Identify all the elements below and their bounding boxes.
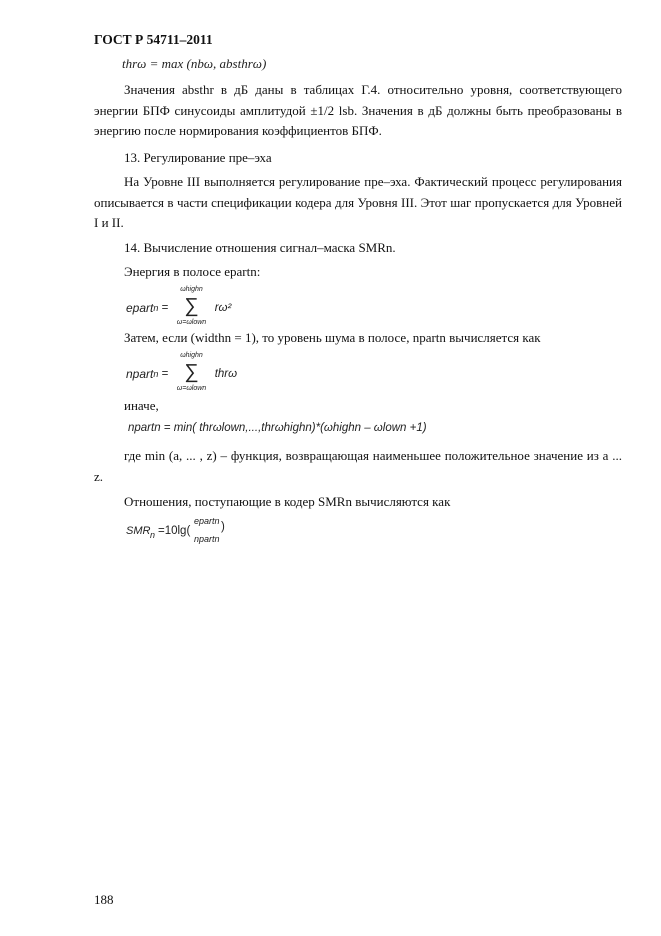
ratios-label (94, 492, 622, 513)
paragraph-absthr-text: Значения absthr в дБ даны в таблицах Г.4. относительно уровня, соответствующего энергии БПФ синусоиды амплитудой ±1/2 lsb. Значения в дБ должны быть преобразованы в энергию после нормирования коэффициентов БПФ. (94, 82, 622, 138)
else-label-text: иначе, (124, 398, 159, 413)
then-label-text: Затем, если (widthn = 1), то уровень шума в полосе, npartn вычисляется как (124, 330, 541, 345)
smr-close: ) (221, 521, 225, 533)
npart-lhs: npart (126, 367, 154, 381)
page-number: 188 (94, 892, 114, 907)
heading-14-text: 14. Вычисление отношения сигнал–маска SMRn. (124, 240, 396, 255)
sigma-icon: ∑ (184, 361, 199, 383)
npart-sum-bot: ω=ωlown (176, 385, 207, 392)
paragraph-absthr (94, 80, 622, 142)
epart-term: rω² (214, 302, 232, 314)
epart-sum-top: ωhighn (180, 286, 203, 293)
energy-label-text: Энергия в полосе epartn: (124, 264, 261, 279)
document-header: ГОСТ Р 54711–2011 (94, 32, 213, 47)
ratios-label-text: Отношения, поступающие в кодер SMRn вычисляются как (124, 494, 451, 509)
paragraph-preecho-text: На Уровне III выполняется регулирование пре–эха. Фактический процесс регулирования описывается в части спецификации кодера для Уровня III. Этот шаг пропускается для Уровней I и II. (94, 174, 622, 230)
then-label (94, 328, 622, 349)
paragraph-min-def (94, 446, 622, 487)
epart-lhs: epart (126, 301, 154, 315)
paragraph-min-def-text: где min (a, ... , z) – функция, возвращающая наименьшее положительное значение из a ... z. (94, 448, 622, 484)
smr-lhs: SMR (126, 525, 151, 537)
npart-term: thrω (214, 368, 238, 380)
formula-npart-sum: npartn = ωhighn ∑ ω=ωlown thrω (126, 352, 237, 396)
sigma-icon: ∑ (184, 295, 199, 317)
smr-mid: =10lg( (158, 525, 191, 537)
epart-sum-bot: ω=ωlown (176, 319, 207, 326)
smr-num: epartn (194, 516, 220, 526)
npart-sum (172, 352, 212, 396)
formula-epart: epartn = ωhighn ∑ ω=ωlown rω² (126, 286, 231, 330)
epart-sum (172, 286, 212, 330)
heading-14 (94, 238, 622, 259)
paragraph-preecho (94, 172, 622, 234)
else-label (94, 396, 622, 417)
energy-label (94, 262, 622, 283)
heading-13 (94, 148, 622, 169)
smr-den: npartn (194, 534, 220, 544)
epart-eq: = (161, 302, 169, 314)
npart-sum-top: ωhighn (180, 352, 203, 359)
formula-thr-max: thrω = max (nbω, absthrω) (122, 56, 267, 71)
heading-13-text: 13. Регулирование пре–эха (124, 150, 272, 165)
formula-npart-min: npartn = min( thrωlown,...,thrωhighn)*(ωhighn – ωlown +1) (128, 422, 427, 434)
